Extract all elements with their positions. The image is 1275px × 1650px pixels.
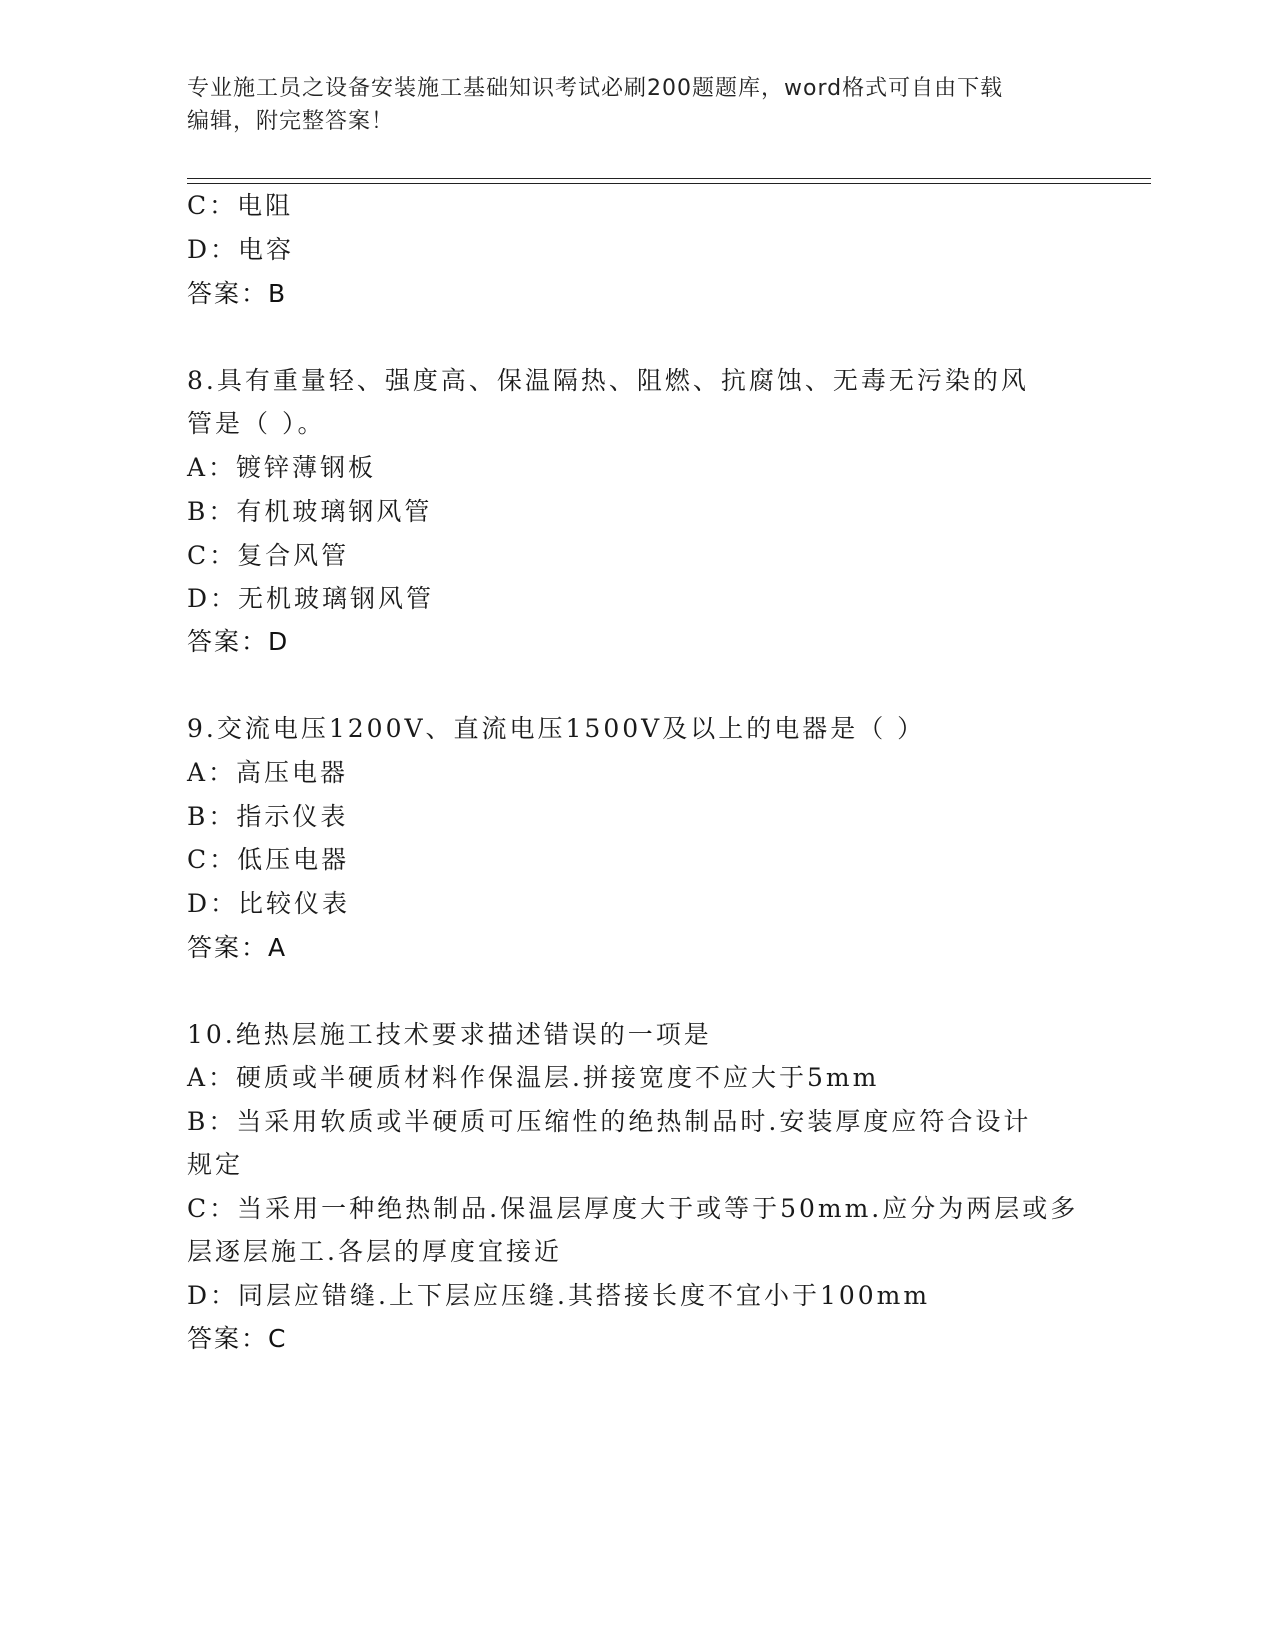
q8-option-d: D：无机玻璃钢风管 xyxy=(187,584,435,613)
q7-answer: 答案：B xyxy=(187,279,288,308)
q10-option-c-line-2: 层逐层施工.各层的厚度宜接近 xyxy=(187,1237,562,1266)
q10-option-a: A：硬质或半硬质材料作保温层.拼接宽度不应大于5mm xyxy=(187,1063,880,1092)
q9-stem: 9.交流电压1200V、直流电压1500V及以上的电器是（ ） xyxy=(187,714,926,743)
q7-option-d: D：电容 xyxy=(187,235,295,264)
q10-option-d: D：同层应错缝.上下层应压缝.其搭接长度不宜小于100mm xyxy=(187,1281,931,1310)
q7-option-c: C：电阻 xyxy=(187,191,294,220)
q10-option-c-line-1: C：当采用一种绝热制品.保温层厚度大于或等于50mm.应分为两层或多 xyxy=(187,1194,1079,1223)
q10-option-b-line-2: 规定 xyxy=(187,1150,244,1179)
q10-option-b-line-1: B：当采用软质或半硬质可压缩性的绝热制品时.安装厚度应符合设计 xyxy=(187,1107,1032,1136)
q8-option-c: C：复合风管 xyxy=(187,541,350,570)
q8-stem-line-2: 管是（ ）。 xyxy=(187,409,326,438)
q8-option-a: A：镀锌薄钢板 xyxy=(187,453,377,482)
q8-option-b: B：有机玻璃钢风管 xyxy=(187,497,433,526)
document-header xyxy=(187,72,1067,138)
q9-option-b: B：指示仪表 xyxy=(187,802,349,831)
q9-option-d: D：比较仪表 xyxy=(187,889,351,918)
q8-stem-line-1: 8.具有重量轻、强度高、保温隔热、阻燃、抗腐蚀、无毒无污染的风 xyxy=(187,366,1029,395)
q8-answer: 答案：D xyxy=(187,627,290,656)
q9-answer: 答案：A xyxy=(187,933,288,962)
q9-option-c: C：低压电器 xyxy=(187,845,350,874)
header-divider-top xyxy=(187,178,1151,179)
q10-stem: 10.绝热层施工技术要求描述错误的一项是 xyxy=(187,1020,712,1049)
q10-answer: 答案：C xyxy=(187,1324,288,1353)
header-divider-bottom xyxy=(187,183,1151,184)
header-line-1: 专业施工员之设备安装施工基础知识考试必刷200题题库，word格式可自由下载 xyxy=(187,76,1004,101)
q9-option-a: A：高压电器 xyxy=(187,758,349,787)
header-line-2: 编辑，附完整答案！ xyxy=(187,109,395,134)
